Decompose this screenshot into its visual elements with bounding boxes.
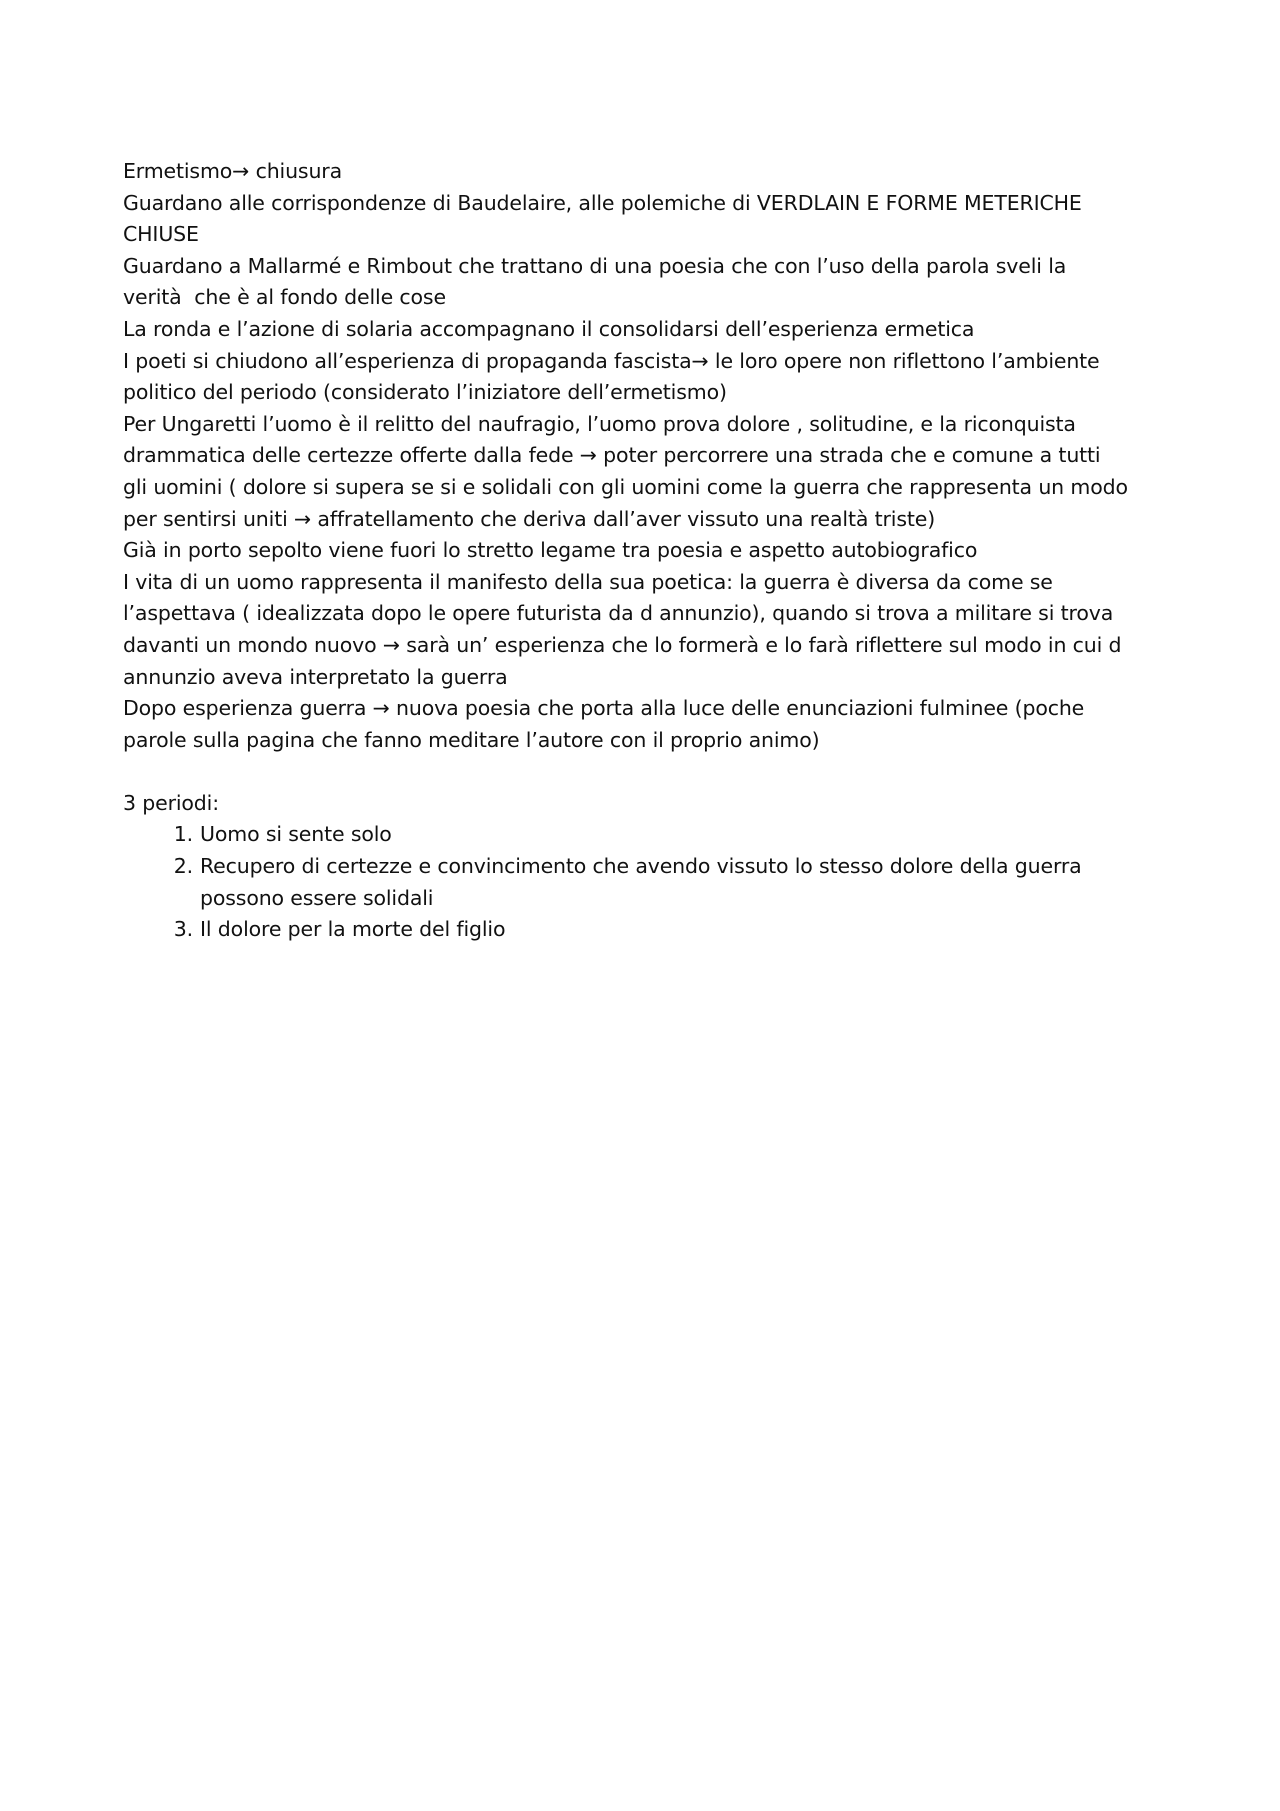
paragraph [123,251,1183,314]
paragraph [123,188,1183,251]
text-line: Dopo esperienza guerra → nuova poesia che porta alla luce delle enunciazioni fulminee (poche [123,696,1085,721]
text-line: davanti un mondo nuovo → sarà un’ esperienza che lo formerà e lo farà riflettere sul modo in cui d [123,632,1122,657]
paragraph [123,535,1183,567]
list-item-text: possono essere solidali [200,885,434,910]
text-line: l’aspettava ( idealizzata dopo le opere futurista da d annunzio), quando si trova a militare si trova [123,601,1114,626]
list-item [123,819,1183,851]
list-item [123,914,1183,946]
text-line: gli uomini ( dolore si supera se si e solidali con gli uomini come la guerra che rappresenta un modo [123,474,1128,499]
list-item-text: Recupero di certezze e convincimento che avendo vissuto lo stesso dolore della guerra [200,854,1082,879]
text-line: CHIUSE [123,222,199,247]
text-line: verità che è al fondo delle cose [123,285,446,310]
list-item [123,851,1183,914]
paragraph [123,314,1183,346]
paragraph [123,156,1183,188]
paragraph [123,567,1183,693]
text-line: Già in porto sepolto viene fuori lo stretto legame tra poesia e aspetto autobiografico [123,538,978,563]
text-line: Ermetismo→ chiusura [123,159,342,183]
list-item-number: 1. [173,822,193,847]
document-body [123,156,1183,946]
text-line: La ronda e l’azione di solaria accompagnano il consolidarsi dell’esperienza ermetica [123,316,975,341]
paragraph [123,693,1183,756]
blank-line [123,756,1183,788]
text-line: annunzio aveva interpretato la guerra [123,664,508,689]
list-item-number: 3. [173,917,193,942]
periods-list [123,819,1183,945]
text-line: politico del periodo (considerato l’iniziatore dell’ermetismo) [123,380,727,405]
list-item-text: Uomo si sente solo [200,822,392,847]
periods-heading: 3 periodi: [123,790,219,815]
paragraph [123,409,1183,535]
text-line: Guardano a Mallarmé e Rimbout che trattano di una poesia che con l’uso della parola sveli la [123,253,1067,278]
text-line: I poeti si chiudono all’esperienza di propaganda fascista→ le loro opere non riflettono l’ambiente [123,348,1100,373]
text-line: parole sulla pagina che fanno meditare l’autore con il proprio animo) [123,727,820,752]
list-item-number: 2. [173,854,193,879]
text-line: I vita di un uomo rappresenta il manifesto della sua poetica: la guerra è diversa da come se [123,569,1053,594]
paragraph [123,346,1183,409]
text-line: drammatica delle certezze offerte dalla fede → poter percorrere una strada che e comune a tutti [123,443,1101,468]
list-item-text: Il dolore per la morte del figlio [200,917,506,942]
text-line: per sentirsi uniti → affratellamento che deriva dall’aver vissuto una realtà triste) [123,506,936,531]
text-line: Guardano alle corrispondenze di Baudelaire, alle polemiche di VERDLAIN E FORME METERICHE [123,190,1082,215]
text-line: Per Ungaretti l’uomo è il relitto del naufragio, l’uomo prova dolore , solitudine, e la riconquista [123,411,1076,436]
paragraph-list [123,156,1183,756]
